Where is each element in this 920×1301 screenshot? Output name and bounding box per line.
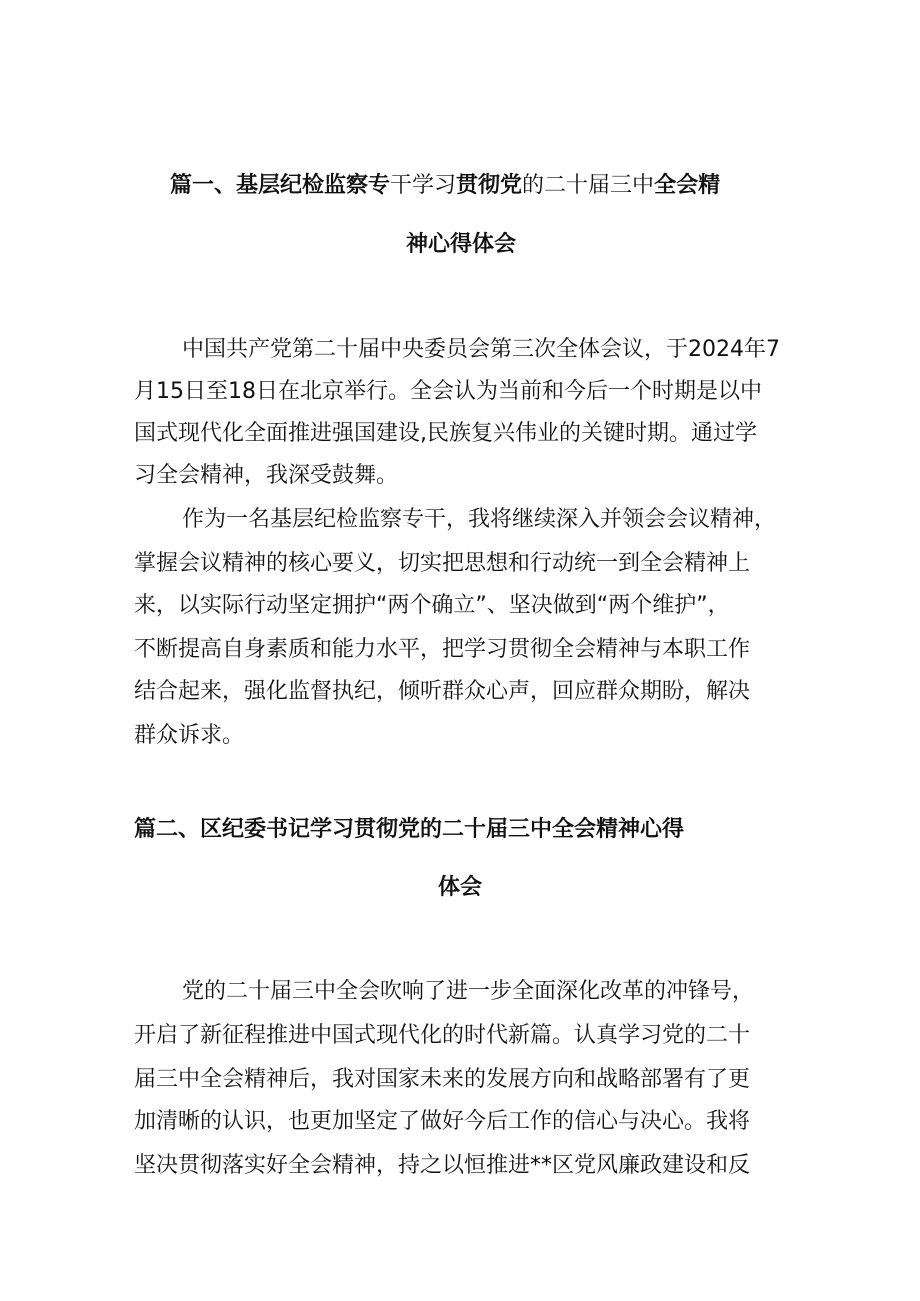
section1-paragraph1-line: 国式现代化全面推进强国建设,民族复兴伟业的关键时期。通过学: [134, 421, 757, 446]
section2-title-line1: 篇二、区纪委书记学习贯彻党的二十届三中全会精神心得: [134, 817, 685, 842]
section1-paragraph2-line: 不断提高自身素质和能力水平，把学习贯彻全会精神与本职工作: [134, 637, 751, 662]
section1-title-line1: [170, 172, 720, 200]
section1-paragraph2-line: 群众诉求。: [134, 723, 245, 748]
section2-paragraph1-line: 届三中全会精神后，我对国家未来的发展方向和战略部署有了更: [134, 1067, 751, 1092]
section2-title-line2: 体会: [438, 875, 483, 900]
section1-paragraph2-line: 结合起来，强化监督执纪，倾听群众心声，回应群众期盼，解决: [134, 679, 751, 704]
section1-title-line2: 神心得体会: [406, 232, 517, 257]
section1-paragraph1-line: 中国共产党第二十届中央委员会第三次全体会议，于2024年7: [182, 337, 780, 362]
section2-paragraph1-line: 党的二十届三中全会吹响了进一步全面深化改革的冲锋号，: [182, 979, 755, 1004]
section1-title-line1-part5: 全会精: [654, 173, 721, 198]
section1-title-line1-part2: 干学习: [390, 173, 457, 198]
section1-paragraph1-line: 月15日至18日在北京举行。全会认为当前和今后一个时期是以中: [134, 379, 762, 404]
section1-title-line1-part1: 篇一、基层纪检监察专: [170, 173, 391, 198]
section1-title-line1-part4: 的二十届三中: [522, 173, 655, 198]
section1-paragraph2-line: 掌握会议精神的核心要义，切实把思想和行动统一到全会精神上: [134, 551, 751, 576]
section2-paragraph1-line: 开启了新征程推进中国式现代化的时代新篇。认真学习党的二十: [134, 1023, 751, 1048]
section2-paragraph1-line: 加清晰的认识，也更加坚定了做好今后工作的信心与决心。我将: [134, 1109, 751, 1134]
section1-title-line1-part3: 贯彻党: [456, 173, 523, 198]
section1-paragraph1-line: 习全会精神，我深受鼓舞。: [134, 463, 399, 488]
section2-paragraph1-line: 坚决贯彻落实好全会精神，持之以恒推进**区党风廉政建设和反: [134, 1153, 751, 1178]
section1-paragraph2-line: 来，以实际行动坚定拥护“两个确立”、坚决做到“两个维护”，: [134, 593, 730, 618]
section1-paragraph2-line: 作为一名基层纪检监察专干，我将继续深入并领会会议精神，: [182, 507, 777, 532]
